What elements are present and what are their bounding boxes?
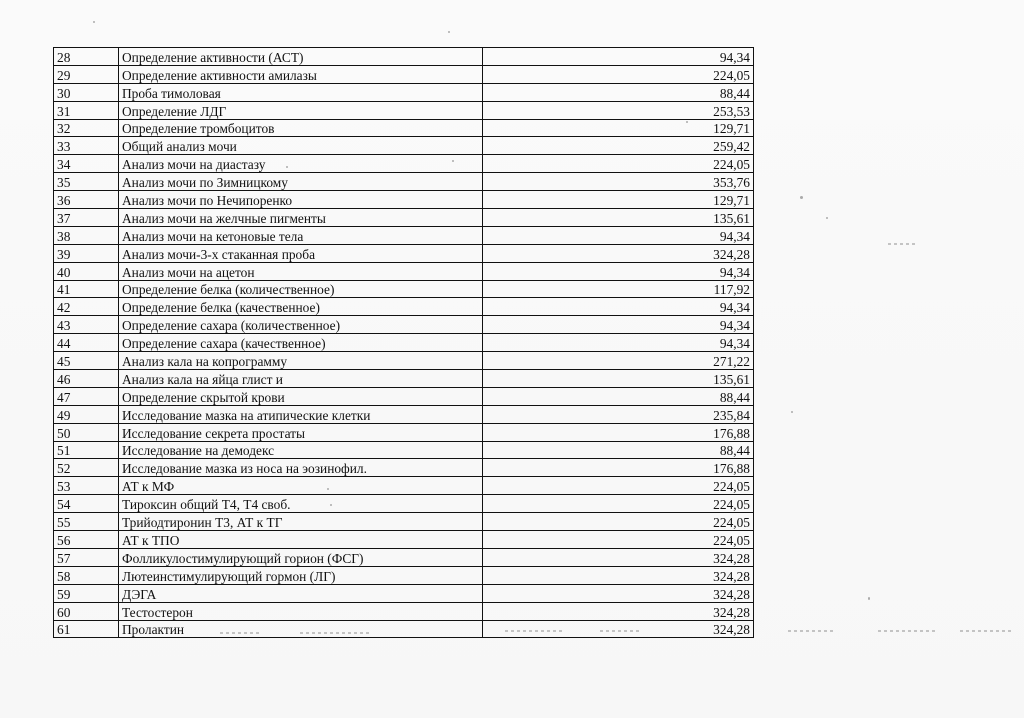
scan-speck <box>800 196 803 199</box>
service-price: 88,44 <box>483 387 754 405</box>
table-row <box>54 280 754 298</box>
table-row <box>54 65 754 83</box>
service-name: Анализ кала на яйца глист и <box>119 370 483 388</box>
row-number: 51 <box>54 441 119 459</box>
table-row <box>54 352 754 370</box>
table-row <box>54 620 754 638</box>
service-name: Анализ мочи на ацетон <box>119 262 483 280</box>
table-row <box>54 566 754 584</box>
row-number: 58 <box>54 566 119 584</box>
service-price: 353,76 <box>483 173 754 191</box>
row-number: 56 <box>54 531 119 549</box>
service-price: 224,05 <box>483 531 754 549</box>
service-name: Фолликулостимулирующий горион (ФСГ) <box>119 548 483 566</box>
service-price: 224,05 <box>483 513 754 531</box>
service-name: Анализ мочи-3-х стаканная проба <box>119 244 483 262</box>
row-number: 52 <box>54 459 119 477</box>
row-number: 41 <box>54 280 119 298</box>
service-price: 135,61 <box>483 209 754 227</box>
row-number: 33 <box>54 137 119 155</box>
service-name: Определение белка (количественное) <box>119 280 483 298</box>
scan-speck <box>286 166 288 168</box>
row-number: 53 <box>54 477 119 495</box>
service-name: Определение сахара (качественное) <box>119 334 483 352</box>
table-row <box>54 387 754 405</box>
service-name: Анализ кала на копрограмму <box>119 352 483 370</box>
service-price: 259,42 <box>483 137 754 155</box>
service-price: 94,34 <box>483 48 754 66</box>
service-price: 135,61 <box>483 370 754 388</box>
scan-smudge <box>220 632 260 634</box>
service-name: Анализ мочи на кетоновые тела <box>119 226 483 244</box>
service-price: 324,28 <box>483 244 754 262</box>
row-number: 39 <box>54 244 119 262</box>
table-row <box>54 531 754 549</box>
service-name: Анализ мочи на желчные пигменты <box>119 209 483 227</box>
service-price: 324,28 <box>483 602 754 620</box>
service-name: Исследование на демодекс <box>119 441 483 459</box>
service-name: Исследование мазка на атипические клетки <box>119 405 483 423</box>
row-number: 28 <box>54 48 119 66</box>
table-row <box>54 441 754 459</box>
service-name: Определение активности (АСТ) <box>119 48 483 66</box>
scan-speck <box>791 411 793 413</box>
service-price: 176,88 <box>483 459 754 477</box>
service-name: АТ к МФ <box>119 477 483 495</box>
row-number: 50 <box>54 423 119 441</box>
table-row <box>54 191 754 209</box>
service-name: ДЭГА <box>119 584 483 602</box>
service-price: 235,84 <box>483 405 754 423</box>
service-name: Определение сахара (количественное) <box>119 316 483 334</box>
price-list-table <box>53 47 754 638</box>
table-row <box>54 119 754 137</box>
row-number: 60 <box>54 602 119 620</box>
scan-speck <box>686 121 688 123</box>
service-price: 129,71 <box>483 191 754 209</box>
service-price: 129,71 <box>483 119 754 137</box>
service-name: Пролактин <box>119 620 483 638</box>
service-price: 224,05 <box>483 65 754 83</box>
scan-speck <box>868 597 870 600</box>
row-number: 32 <box>54 119 119 137</box>
service-price: 88,44 <box>483 441 754 459</box>
table-row <box>54 137 754 155</box>
scan-smudge <box>300 632 370 634</box>
service-name: Определение скрытой крови <box>119 387 483 405</box>
row-number: 46 <box>54 370 119 388</box>
row-number: 55 <box>54 513 119 531</box>
service-price: 176,88 <box>483 423 754 441</box>
table-row <box>54 226 754 244</box>
scan-speck <box>452 160 454 162</box>
row-number: 44 <box>54 334 119 352</box>
row-number: 59 <box>54 584 119 602</box>
row-number: 38 <box>54 226 119 244</box>
scan-speck <box>330 504 332 506</box>
table-row <box>54 173 754 191</box>
table-row <box>54 244 754 262</box>
table-row <box>54 602 754 620</box>
service-price: 94,34 <box>483 226 754 244</box>
service-name: Определение ЛДГ <box>119 101 483 119</box>
service-name: Определение активности амилазы <box>119 65 483 83</box>
row-number: 43 <box>54 316 119 334</box>
table-row <box>54 405 754 423</box>
scan-speck <box>327 488 329 490</box>
row-number: 49 <box>54 405 119 423</box>
table-row <box>54 370 754 388</box>
table-row <box>54 209 754 227</box>
table-row <box>54 495 754 513</box>
service-price: 224,05 <box>483 495 754 513</box>
row-number: 57 <box>54 548 119 566</box>
table-row <box>54 48 754 66</box>
service-price: 94,34 <box>483 298 754 316</box>
price-list-body <box>54 48 754 638</box>
service-price: 117,92 <box>483 280 754 298</box>
row-number: 47 <box>54 387 119 405</box>
table-row <box>54 101 754 119</box>
service-name: Исследование секрета простаты <box>119 423 483 441</box>
service-name: Определение белка (качественное) <box>119 298 483 316</box>
row-number: 61 <box>54 620 119 638</box>
service-name: Анализ мочи на диастазу <box>119 155 483 173</box>
service-price: 324,28 <box>483 620 754 638</box>
service-name: Анализ мочи по Нечипоренко <box>119 191 483 209</box>
table-row <box>54 584 754 602</box>
table-row <box>54 155 754 173</box>
table-row <box>54 513 754 531</box>
table-row <box>54 423 754 441</box>
scan-speck <box>826 217 828 219</box>
service-name: Тестостерон <box>119 602 483 620</box>
table-row <box>54 298 754 316</box>
scan-speck <box>93 21 95 23</box>
service-price: 94,34 <box>483 334 754 352</box>
row-number: 54 <box>54 495 119 513</box>
service-name: Тироксин общий Т4, Т4 своб. <box>119 495 483 513</box>
scan-smudge <box>888 243 918 245</box>
row-number: 29 <box>54 65 119 83</box>
service-name: Определение тромбоцитов <box>119 119 483 137</box>
service-name: Анализ мочи по Зимницкому <box>119 173 483 191</box>
table-row <box>54 548 754 566</box>
service-price: 224,05 <box>483 477 754 495</box>
service-price: 253,53 <box>483 101 754 119</box>
row-number: 35 <box>54 173 119 191</box>
row-number: 31 <box>54 101 119 119</box>
table-row <box>54 316 754 334</box>
service-price: 88,44 <box>483 83 754 101</box>
service-name: Проба тимоловая <box>119 83 483 101</box>
service-name: Лютеинстимулирующий гормон (ЛГ) <box>119 566 483 584</box>
service-name: Трийодтиронин Т3, АТ к ТГ <box>119 513 483 531</box>
table-row <box>54 334 754 352</box>
service-price: 94,34 <box>483 316 754 334</box>
service-price: 324,28 <box>483 584 754 602</box>
service-name: Общий анализ мочи <box>119 137 483 155</box>
scan-smudge <box>960 630 1012 632</box>
table-row <box>54 459 754 477</box>
row-number: 45 <box>54 352 119 370</box>
scan-smudge <box>505 630 565 632</box>
service-price: 94,34 <box>483 262 754 280</box>
service-name: АТ к ТПО <box>119 531 483 549</box>
scan-speck <box>448 31 450 33</box>
service-name: Исследование мазка из носа на эозинофил. <box>119 459 483 477</box>
scan-smudge <box>878 630 938 632</box>
row-number: 40 <box>54 262 119 280</box>
row-number: 30 <box>54 83 119 101</box>
service-price: 324,28 <box>483 548 754 566</box>
row-number: 37 <box>54 209 119 227</box>
row-number: 34 <box>54 155 119 173</box>
table-row <box>54 262 754 280</box>
scan-smudge <box>600 630 640 632</box>
table-row <box>54 83 754 101</box>
service-price: 271,22 <box>483 352 754 370</box>
service-price: 324,28 <box>483 566 754 584</box>
table-row <box>54 477 754 495</box>
row-number: 36 <box>54 191 119 209</box>
scan-smudge <box>788 630 836 632</box>
row-number: 42 <box>54 298 119 316</box>
service-price: 224,05 <box>483 155 754 173</box>
